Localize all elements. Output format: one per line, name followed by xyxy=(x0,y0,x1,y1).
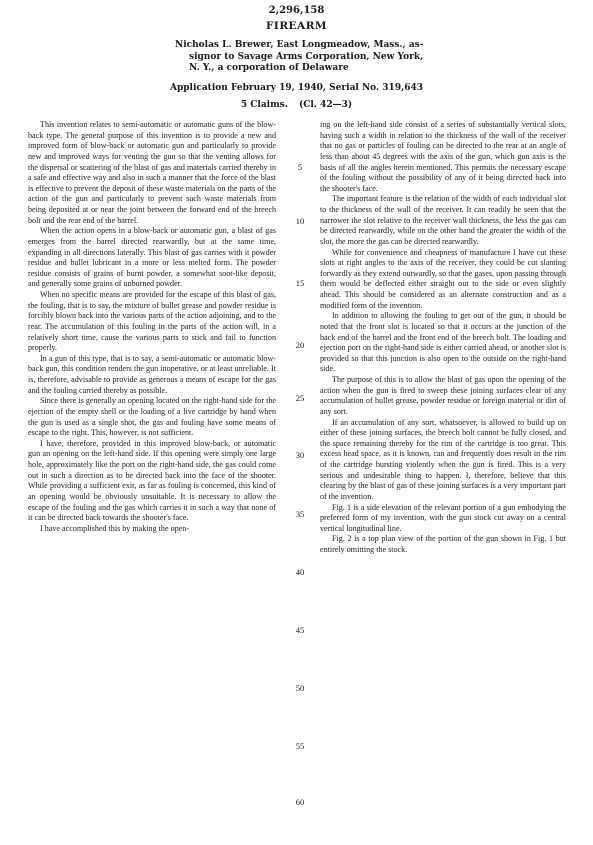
line-number: 60 xyxy=(295,797,305,807)
patent-number: 2,296,158 xyxy=(268,5,325,16)
paragraph: Fig. 2 is a top plan view of the portion of the gun shown in Fig. 1 but entirely omitting the stock. xyxy=(320,534,566,554)
paragraph: ing on the left-hand side consist of a series of substantially vertical slots, having such a width in relation to the thickness of the wall of the receiver that no gas or particles of fouling can be directed to the rear at an angle of less than about 45 degrees with the axis of the gun, which gun axis is the basis of all the angles herein mentioned. This permits the necessary escape of the fouling without the possibility of any of it being directed back into the shooter's face. xyxy=(320,120,566,193)
line-number: 25 xyxy=(295,393,305,403)
paragraph: While for convenience and cheapness of manufacture I have cut these slots at right angles to the axis of the receiver, they could be cut slanting forwardly as they extend outwardly, so that the gases, upon passing through them would be deflected either straight out to the side or even slightly ahead. This should be considered as an alternate construction and as a modified form of the invention. xyxy=(320,247,566,310)
paragraph: I have, therefore, provided in this improved blow-back, or automatic gun an opening on the left-hand side. If this opening were simply one large hole, approximately like the port on the right-hand side, the gas could come out in such a direction as to be directed back into the face of the shooter. While providing a sufficient exit, as far as fouling is concerned, this kind of an opening would be obviously unsuitable. It is necessary to allow the escape of the fouling and the gas which carries it in such a way that none of it can be directed back towards the shooter's face. xyxy=(28,438,276,523)
line-number: 35 xyxy=(295,509,305,519)
line-number: 55 xyxy=(295,741,305,751)
paragraph: In addition to allowing the fouling to get out of the gun, it should be noted that the front slot is located so that it occurs at the junction of the back end of the barrel and the front end of the breech bolt. The loading and ejection port on the right-hand side is either carried ahead, or another slot is provided so that this junction is also open to the outside on the right-hand side. xyxy=(320,311,566,374)
inventor-line-3: N. Y., a corporation of Delaware xyxy=(189,63,349,73)
classification: (Cl. 42—3) xyxy=(298,100,353,110)
paragraph: In a gun of this type, that is to say, a semi-automatic or automatic blow-back gun, this condition renders the gun inoperative, or at least unreliable. It is, therefore, advisable to provide as generous a means of escape for the gas and the fouling carried thereby as possible. xyxy=(28,353,276,395)
right-column xyxy=(320,120,566,556)
inventor-line-2: signor to Savage Arms Corporation, New York, xyxy=(189,51,424,62)
paragraph: Fig. 1 is a side elevation of the relevant portion of a gun embodying the preferred form of my invention, with the gun stock cut away on a central vertical longitudinal line. xyxy=(320,502,566,533)
paragraph: I have accomplished this by making the open- xyxy=(40,523,190,533)
paragraph: When no specific means are provided for the escape of this blast of gas, the fouling, that is to say, the mixture of bullet grease and powder residue is forcibly blown back into the various parts of the action adjoining, and to the rear. The accumulation of this fouling in the parts of the action will, in a relatively short time, cause the various parts to stick and fail to function properly. xyxy=(28,290,276,353)
claims-line xyxy=(0,100,593,110)
line-number: 30 xyxy=(295,450,305,460)
line-number: 45 xyxy=(295,625,305,635)
application-line: Application February 19, 1940, Serial No. 319,643 xyxy=(169,83,424,93)
line-number: 40 xyxy=(295,567,305,577)
paragraph: If an accumulation of any sort, whatsoever, is allowed to build up on either of these joining surfaces, the breech bolt cannot be fully closed, and the space remaining thereby for the rim of the cartridge is too great. This excess head space, as it is known, can and frequently does result in the rim of the cartridge bursting violently when the gun is fired. This is a very serious and undesirable thing to happen. I, therefore, believe that this clearing by the blast of gas of these joining surfaces is a very important part of the invention. xyxy=(320,417,566,501)
paragraph: When the action opens in a blow-back or automatic gun, a blast of gas emerges from the barrel directed rearwardly, but at the same time, expanding in all directions laterally. This blast of gas carries with it powder residue and bullet lubricant in a more or less melted form. The powder residue consists of grains of burnt powder, a somewhat soot-like deposit, and generally some grains of unburned powder. xyxy=(28,226,276,289)
line-number: 20 xyxy=(295,340,305,350)
paragraph: The important feature is the relation of the width of each individual slot to the thickness of the wall of the receiver. It can readily be seen that the narrower the slot relative to the receiver wall thickness, the less the gas can be directed rearwardly, while on the other hand the greater the width of the slot, the more the gas can be directed rearwardly. xyxy=(320,194,566,246)
line-number: 5 xyxy=(297,162,303,172)
line-number: 15 xyxy=(295,278,305,288)
inventor-block xyxy=(175,40,455,75)
paragraph: This invention relates to semi-automatic or automatic guns of the blow-back type. The general purpose of this invention is to provide a new and improved form of blow-back or automatic gun and particularly to provide new and improved ways for venting the gun so that the venting allows for the dispersal or scattering of the blast of gas and materials carried thereby in a safe and effective way and also in such a manner that the force of the blast is effective to prevent the deposit of these waste materials on the parts of the action of the gun and particularly to prevent such waste materials from being deposited at or near the joint between the forward end of the breech bolt and the rear end of the barrel. xyxy=(28,120,276,225)
inventor-line-1: Nicholas L. Brewer, East Longmeadow, Mass., as- xyxy=(175,40,424,50)
paragraph: The purpose of this is to allow the blast of gas upon the opening of the action when the gun is fired to sweep these joining surfaces clear of any accumulation of bullet grease, powder residue or foreign material or dirt of any sort. xyxy=(320,375,566,416)
line-number: 10 xyxy=(295,216,305,226)
patent-title: FIREARM xyxy=(265,20,328,32)
paragraph: Since there is generally an opening located on the right-hand side for the ejection of the empty shell or the loading of a live cartridge by hand when the gun is used as a single shot, the gas and fouling have some means of escape to the right. This, however, is not sufficient. xyxy=(28,396,276,438)
line-number: 50 xyxy=(295,683,305,693)
left-column xyxy=(28,120,276,534)
claims-count: 5 Claims. xyxy=(240,100,288,110)
